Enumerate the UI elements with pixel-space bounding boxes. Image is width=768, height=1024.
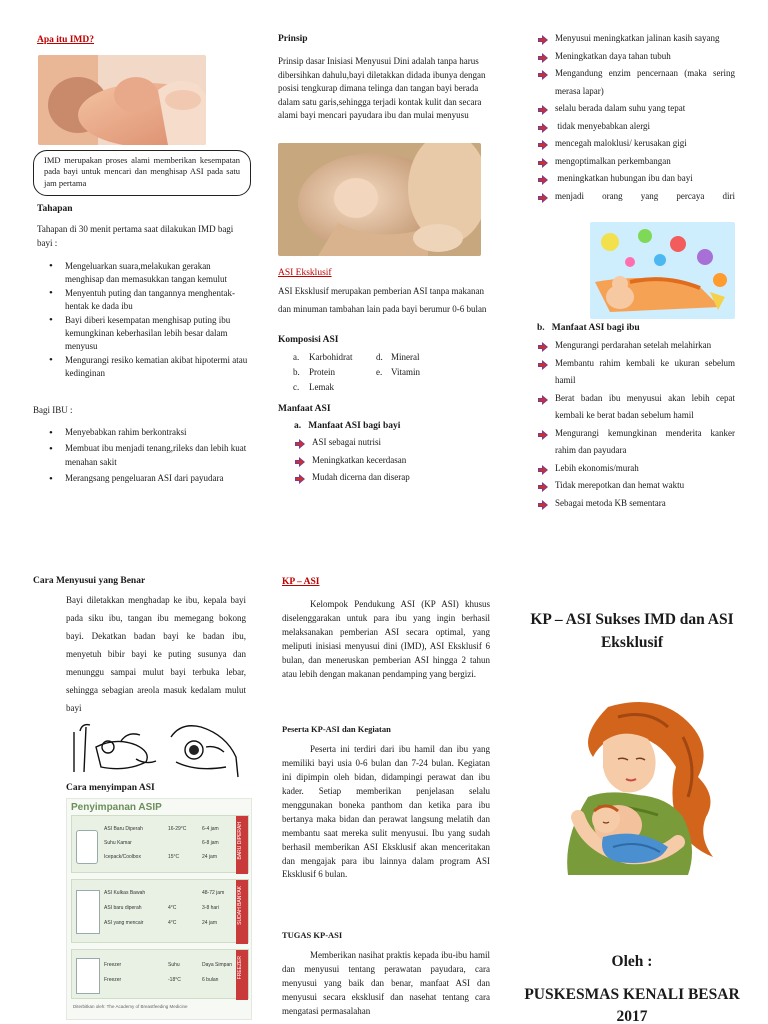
prinsip-heading: Prinsip	[278, 34, 308, 44]
arrow-bullet-icon	[537, 52, 549, 64]
bagi-ibu-list	[43, 426, 253, 488]
list-item: • Membuat ibu menjadi tenang,rileks dan lebih kuat menahan sakit	[43, 442, 253, 470]
cara-menyusui-heading: Cara Menyusui yang Benar	[33, 576, 146, 586]
list-item: Mengurangi perdarahan setelah melahirkan	[537, 337, 735, 355]
komposisi-heading: Komposisi ASI	[278, 335, 339, 345]
tugas-heading: TUGAS KP-ASI	[282, 930, 343, 940]
imd-definition-box: IMD merupakan proses alami memberikan kesempatan pada bayi untuk mencari dan menghisap ASI pada satu jam pertama	[33, 150, 251, 196]
list-item: • Mengeluarkan suara,melakukan gerakan menghisap dan memasukkan tangan kemulut	[43, 260, 248, 285]
list-item: mencegah maloklusi/ kerusakan gigi	[537, 135, 735, 153]
list-item: Membantu rahim kembali ke ukuran sebelum hamil	[537, 355, 735, 390]
kp-asi-heading: KP – ASI	[282, 577, 320, 587]
arrow-bullet-icon	[537, 359, 549, 371]
table-row: a. Karbohidrat d. Mineral	[293, 352, 420, 362]
arrow-bullet-icon	[537, 157, 549, 169]
oleh-label: Oleh :	[611, 953, 653, 970]
list-item: Menyusui meningkatkan jalinan kasih sayang	[537, 30, 735, 48]
list-item: meningkatkan hubungan ibu dan bayi	[537, 170, 735, 188]
tahapan-list	[43, 260, 248, 381]
list-item: Mengandung enzim pencernaan (maka sering merasa lapar)	[537, 65, 735, 100]
table-row: b. Protein e. Vitamin	[293, 367, 420, 378]
arrow-bullet-icon	[294, 438, 306, 450]
bagi-ibu-heading: Bagi IBU :	[33, 405, 73, 415]
komposisi-table	[293, 350, 420, 395]
list-item: menjadi orang yang percaya diri	[537, 188, 735, 206]
arrow-bullet-icon	[537, 174, 549, 186]
list-item: Meningkatkan kecerdasan	[294, 452, 494, 470]
manfaat-ibu-heading: b. Manfaat ASI bagi ibu	[537, 323, 640, 333]
list-item: • Menyentuh puting dan tangannya menghentak-hentak ke dada ibu	[43, 287, 248, 312]
list-item: • Menyebabkan rahim berkontraksi	[43, 426, 253, 440]
mother-baby-illustration	[548, 697, 720, 875]
asip-footer: Diterbitkan oleh: The Academy of Breastfeeding Medicine	[73, 1004, 188, 1009]
asip-block: SUDAH BANYAK ASI Kulkas Bawah ASI baru diperah ASI yang mencair 4°C 4°C 48-72 jam 3-8 hari 24 jam	[71, 879, 249, 943]
breastfeeding-photo	[278, 143, 481, 256]
arrow-bullet-icon	[537, 464, 549, 476]
manfaat-bayi-list	[294, 434, 494, 487]
list-item: Lebih ekonomis/murah	[537, 460, 735, 478]
table-row: c. Lemak	[293, 382, 334, 393]
asi-eksklusif-heading: ASI Eksklusif	[278, 268, 332, 278]
manfaat-ibu-list	[537, 337, 735, 512]
manfaat-heading: Manfaat ASI	[278, 404, 331, 414]
asip-block: FREEZER Freezer Freezer Suhu -18°C Daya Simpan 6 bulan	[71, 949, 249, 999]
cara-simpan-heading: Cara menyimpan ASI	[66, 783, 155, 793]
peserta-text: Peserta ini terdiri dari ibu hamil dan ibu yang memiliki bayi usia 0-6 bulan dan 7-24 bulan. Kegiatan ini dipimpin oleh bidan, didampingi perawat dan ibu kader. Setiap memberikan penjelasan selalu menggunakan boneka panthom dan ketika para ibu bertanya maka bidan dan perawat langsung melatih dan membantu saat mereka sulit menyusui. Ibu yang sudah berhasil memberikan ASI Eksklusif akan menceritakan dan mengajak para ibu lainnya dalam program ASI Eksklusif 6 bulan.	[282, 744, 490, 880]
list-item: • Merangsang pengeluaran ASI dari payudara	[43, 472, 253, 486]
breastfeeding-position-sketch	[66, 717, 246, 779]
list-item: mengoptimalkan perkembangan	[537, 153, 735, 171]
tahapan-heading: Tahapan	[37, 204, 73, 214]
arrow-bullet-icon	[537, 122, 549, 134]
asip-storage-infographic	[66, 798, 252, 1020]
tahapan-intro: Tahapan di 30 menit pertama saat dilakukan IMD bagi bayi :	[37, 224, 234, 248]
cover-title: KP – ASI Sukses IMD dan ASI Eksklusif	[530, 611, 734, 652]
list-item: • Bayi diberi kesempatan menghisap puting ibu kemungkinan keberhasilan lebih besar dalam menyusu	[43, 314, 248, 352]
list-item: Mengurangi kemungkinan menderita kanker rahim dan payudara	[537, 425, 735, 460]
imd-mother-baby-photo	[38, 55, 206, 145]
list-item: Meningkatkan daya tahan tubuh	[537, 48, 735, 66]
arrow-bullet-icon	[537, 394, 549, 406]
asip-block: BARU DIPERAH ASI Baru Diperah Suhu Kamar Icepack/Coolbox 16-29°C 15°C 6-4 jam 6-8 jam 24 jam	[71, 815, 249, 873]
list-item: tidak menyebabkan alergi	[537, 118, 735, 136]
arrow-bullet-icon	[537, 341, 549, 353]
list-item: Sebagai metoda KB sementara	[537, 495, 735, 513]
arrow-bullet-icon	[537, 34, 549, 46]
arrow-bullet-icon	[537, 192, 549, 204]
list-item: • Mengurangi resiko kematian akibat hipotermi atau kedinginan	[43, 354, 248, 379]
asi-cartoon-illustration	[590, 222, 735, 319]
apa-imd-heading: Apa itu IMD?	[37, 35, 95, 45]
prinsip-text: Prinsip dasar Inisiasi Menyusui Dini adalah tanpa harus dibersihkan dahulu,bayi diletakkan didada ibunya dengan posisi tengkurap dimana telinga dan tangan bayi berada dalam satu garis,sehingga terjadi kontak kulit dan secara alami bayi mencari payudara ibu dan mulai menyusu	[278, 56, 486, 120]
list-item: Mudah dicerna dan diserap	[294, 469, 494, 487]
arrow-bullet-icon	[537, 69, 549, 81]
arrow-bullet-icon	[537, 104, 549, 116]
arrow-bullet-icon	[537, 139, 549, 151]
kp-asi-text: Kelompok Pendukung ASI (KP ASI) khusus diselenggarakan untuk para ibu yang ingin berhasil melaksanakan pemberian ASI secara optimal, yang meliputi inisiasi menyusui dini (IMD), ASI Eksklusif 6 bulan, dan meneruskan pemberian ASI hingga 2 tahun atau lebih dengan makanan pendamping yang bergizi.	[282, 599, 490, 679]
list-item: selalu berada dalam suhu yang tepat	[537, 100, 735, 118]
manfaat-bayi-list-cont	[537, 30, 735, 205]
organization-name: PUSKESMAS KENALI BESAR 2017	[524, 986, 740, 1024]
arrow-bullet-icon	[537, 481, 549, 493]
asip-title: Penyimpanan ASIP	[71, 802, 162, 813]
tugas-text: Memberikan nasihat praktis kepada ibu-ibu hamil dan menyusui tentang perawatan payudara, cara menyusui yang baik dan benar, manfaat ASI dan menyusui secara eksklusif dan nasehat tentang cara mengatasi permasalahan	[282, 950, 490, 1016]
manfaat-bayi-heading: a. Manfaat ASI bagi bayi	[294, 421, 401, 431]
list-item: ASI sebagai nutrisi	[294, 434, 494, 452]
asi-eksklusif-text: ASI Eksklusif merupakan pemberian ASI tanpa makanan dan minuman tambahan lain pada bayi berumur 0-6 bulan	[278, 286, 487, 314]
peserta-heading: Peserta KP-ASI dan Kegiatan	[282, 724, 391, 734]
arrow-bullet-icon	[294, 456, 306, 468]
arrow-bullet-icon	[294, 473, 306, 485]
arrow-bullet-icon	[537, 499, 549, 511]
list-item: Tidak merepotkan dan hemat waktu	[537, 477, 735, 495]
cara-menyusui-text: Bayi diletakkan menghadap ke ibu, kepala bayi pada siku ibu, tangan ibu memegang bokong bayi. Dekatkan badan bayi ke badan ibu, menyetuh bibir bayi ke puting susunya dan menunggu sampai mulut bayi terbuka lebar, sehingga sebagian areola masuk kedalam mulut bayi	[66, 595, 246, 713]
arrow-bullet-icon	[537, 429, 549, 441]
list-item: Berat badan ibu menyusui akan lebih cepat kembali ke berat badan sebelum hamil	[537, 390, 735, 425]
